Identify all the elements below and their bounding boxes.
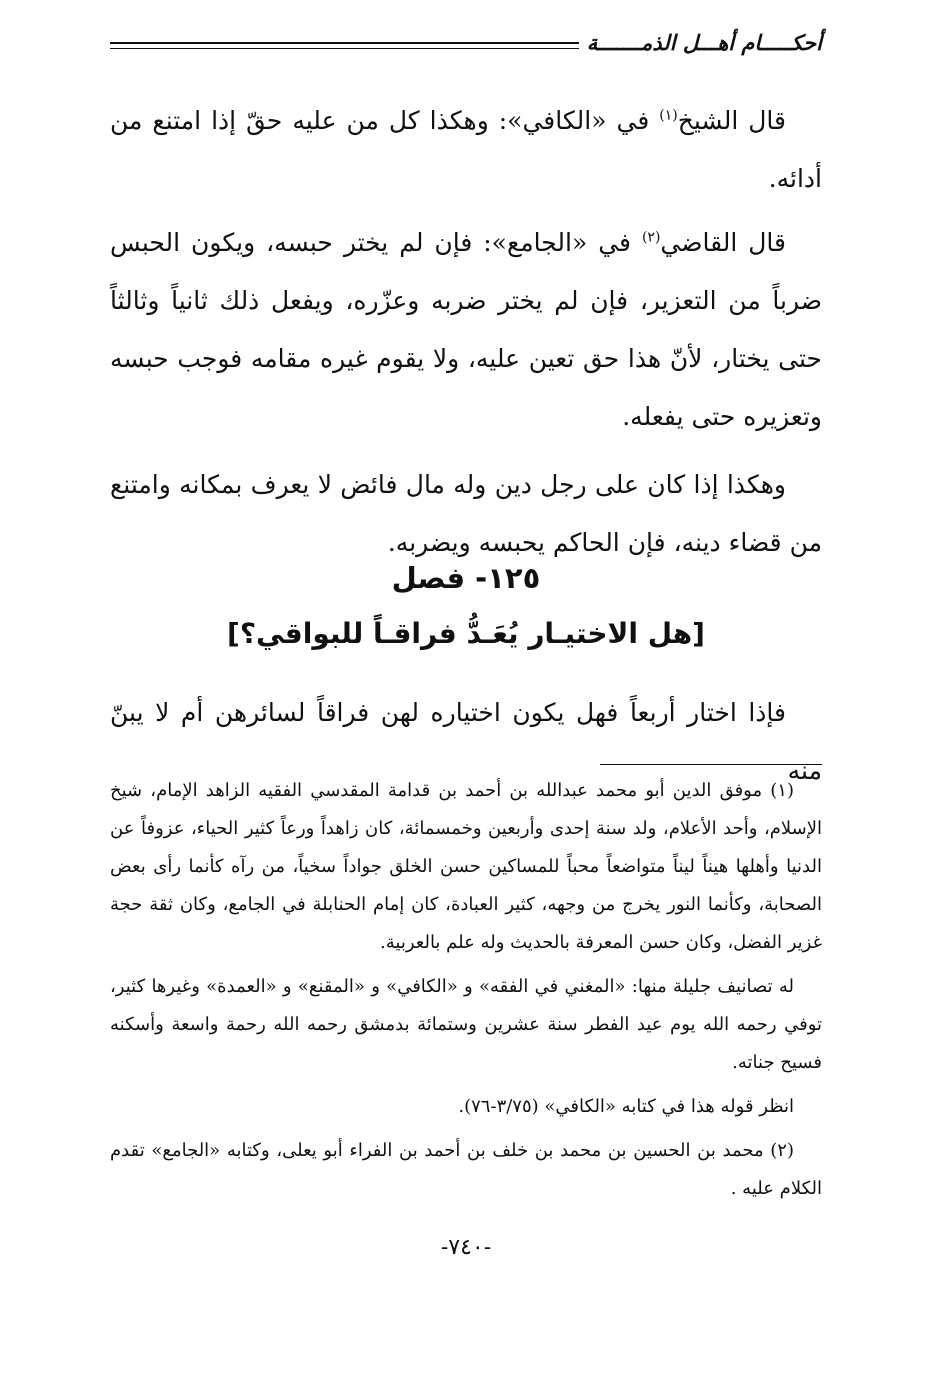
section-number: ١٢٥- فصل [391, 561, 541, 595]
running-header [110, 28, 822, 62]
footnote-2: (٢) محمد بن الحسين بن محمد بن خلف بن أحمد بن الفراء أبو يعلى، وكتابه «الجامع» تقدم الكلام عليه . [110, 1140, 822, 1199]
footnote-separator [600, 764, 822, 765]
running-title: أحكـــــام أهـــل الذمـــــــة [579, 28, 822, 58]
paragraph-2-text: في «الجامع»: فإن لم يختر حبسه، ويكون الحبس ضرباً من التعزير، فإن لم يختر ضربه وعزّره، ويفعل ذلك ثانياً وثالثاً حتى يختار، لأنّ هذا حق تعين عليه، ولا يقوم غيره مقامه فوجب حبسه وتعزيره حتى يفعله. [110, 228, 822, 431]
page-number: -٧٤٠- [440, 1235, 492, 1260]
footnote-marker-2[interactable]: (٢) [641, 229, 661, 246]
main-text [110, 92, 822, 582]
footnotes [110, 772, 822, 1214]
section-title: [هل الاختيـار يُعَـدُّ فراقـاً للبواقي؟] [227, 617, 705, 650]
paragraph-2 [110, 214, 822, 446]
footnote-1-works: له تصانيف جليلة منها: «المغني في الفقه» و «الكافي» و «المقنع» و «العمدة» وغيرها كثير، توفي رحمه الله يوم عيد الفطر سنة عشرين وستمائة بدمشق رحمه الله رحمة واسعة وأسكنه فسيح جناته. [110, 976, 822, 1073]
paragraph-3: وهكذا إذا كان على رجل دين وله مال فائض لا يعرف بمكانه وامتنع من قضاء دينه، فإن الحاكم يحبسه ويضربه. [110, 470, 822, 557]
header-rule-double [110, 48, 600, 49]
paragraph-1-lead: قال الشيخ [677, 106, 786, 135]
footnote-1-reference: انظر قوله هذا في كتابه «الكافي» (٣/٧٥-٧٦). [458, 1096, 794, 1117]
footnote-1-bio: (١) موفق الدين أبو محمد عبدالله بن أحمد بن قدامة المقدسي الفقيه الزاهد الإمام، شيخ الإسلام، وأحد الأعلام، ولد سنة إحدى وأربعين وخمسمائة، كان زاهداً ورعاً كثير الحياء، عزوفاً عن الدنيا وأهلها هيناً ليناً متواضعاً محباً للمساكين حسن الخلق جواداً سخياً، من رآه كأنما رأى بعض الصحابة، وكأنما النور يخرج من وجهه، كثير العبادة، كان إمام الحنابلة في الجامع، وكان ثقة حجة غزير الفضل، وكان حسن المعرفة بالحديث وله علم بالعربية. [110, 780, 823, 953]
footnote-marker-1[interactable]: (١) [659, 107, 678, 124]
paragraph-1-text: في «الكافي»: وهكذا كل من عليه حقّ إذا امتنع من أدائه. [110, 106, 822, 193]
section-paragraph: فإذا اختار أربعاً فهل يكون اختياره لهن فراقاً لسائرهن أم لا يبنّ منه [110, 698, 822, 785]
paragraph-2-lead: قال القاضي [660, 228, 786, 257]
paragraph-1 [110, 92, 822, 208]
header-rule [110, 42, 600, 44]
